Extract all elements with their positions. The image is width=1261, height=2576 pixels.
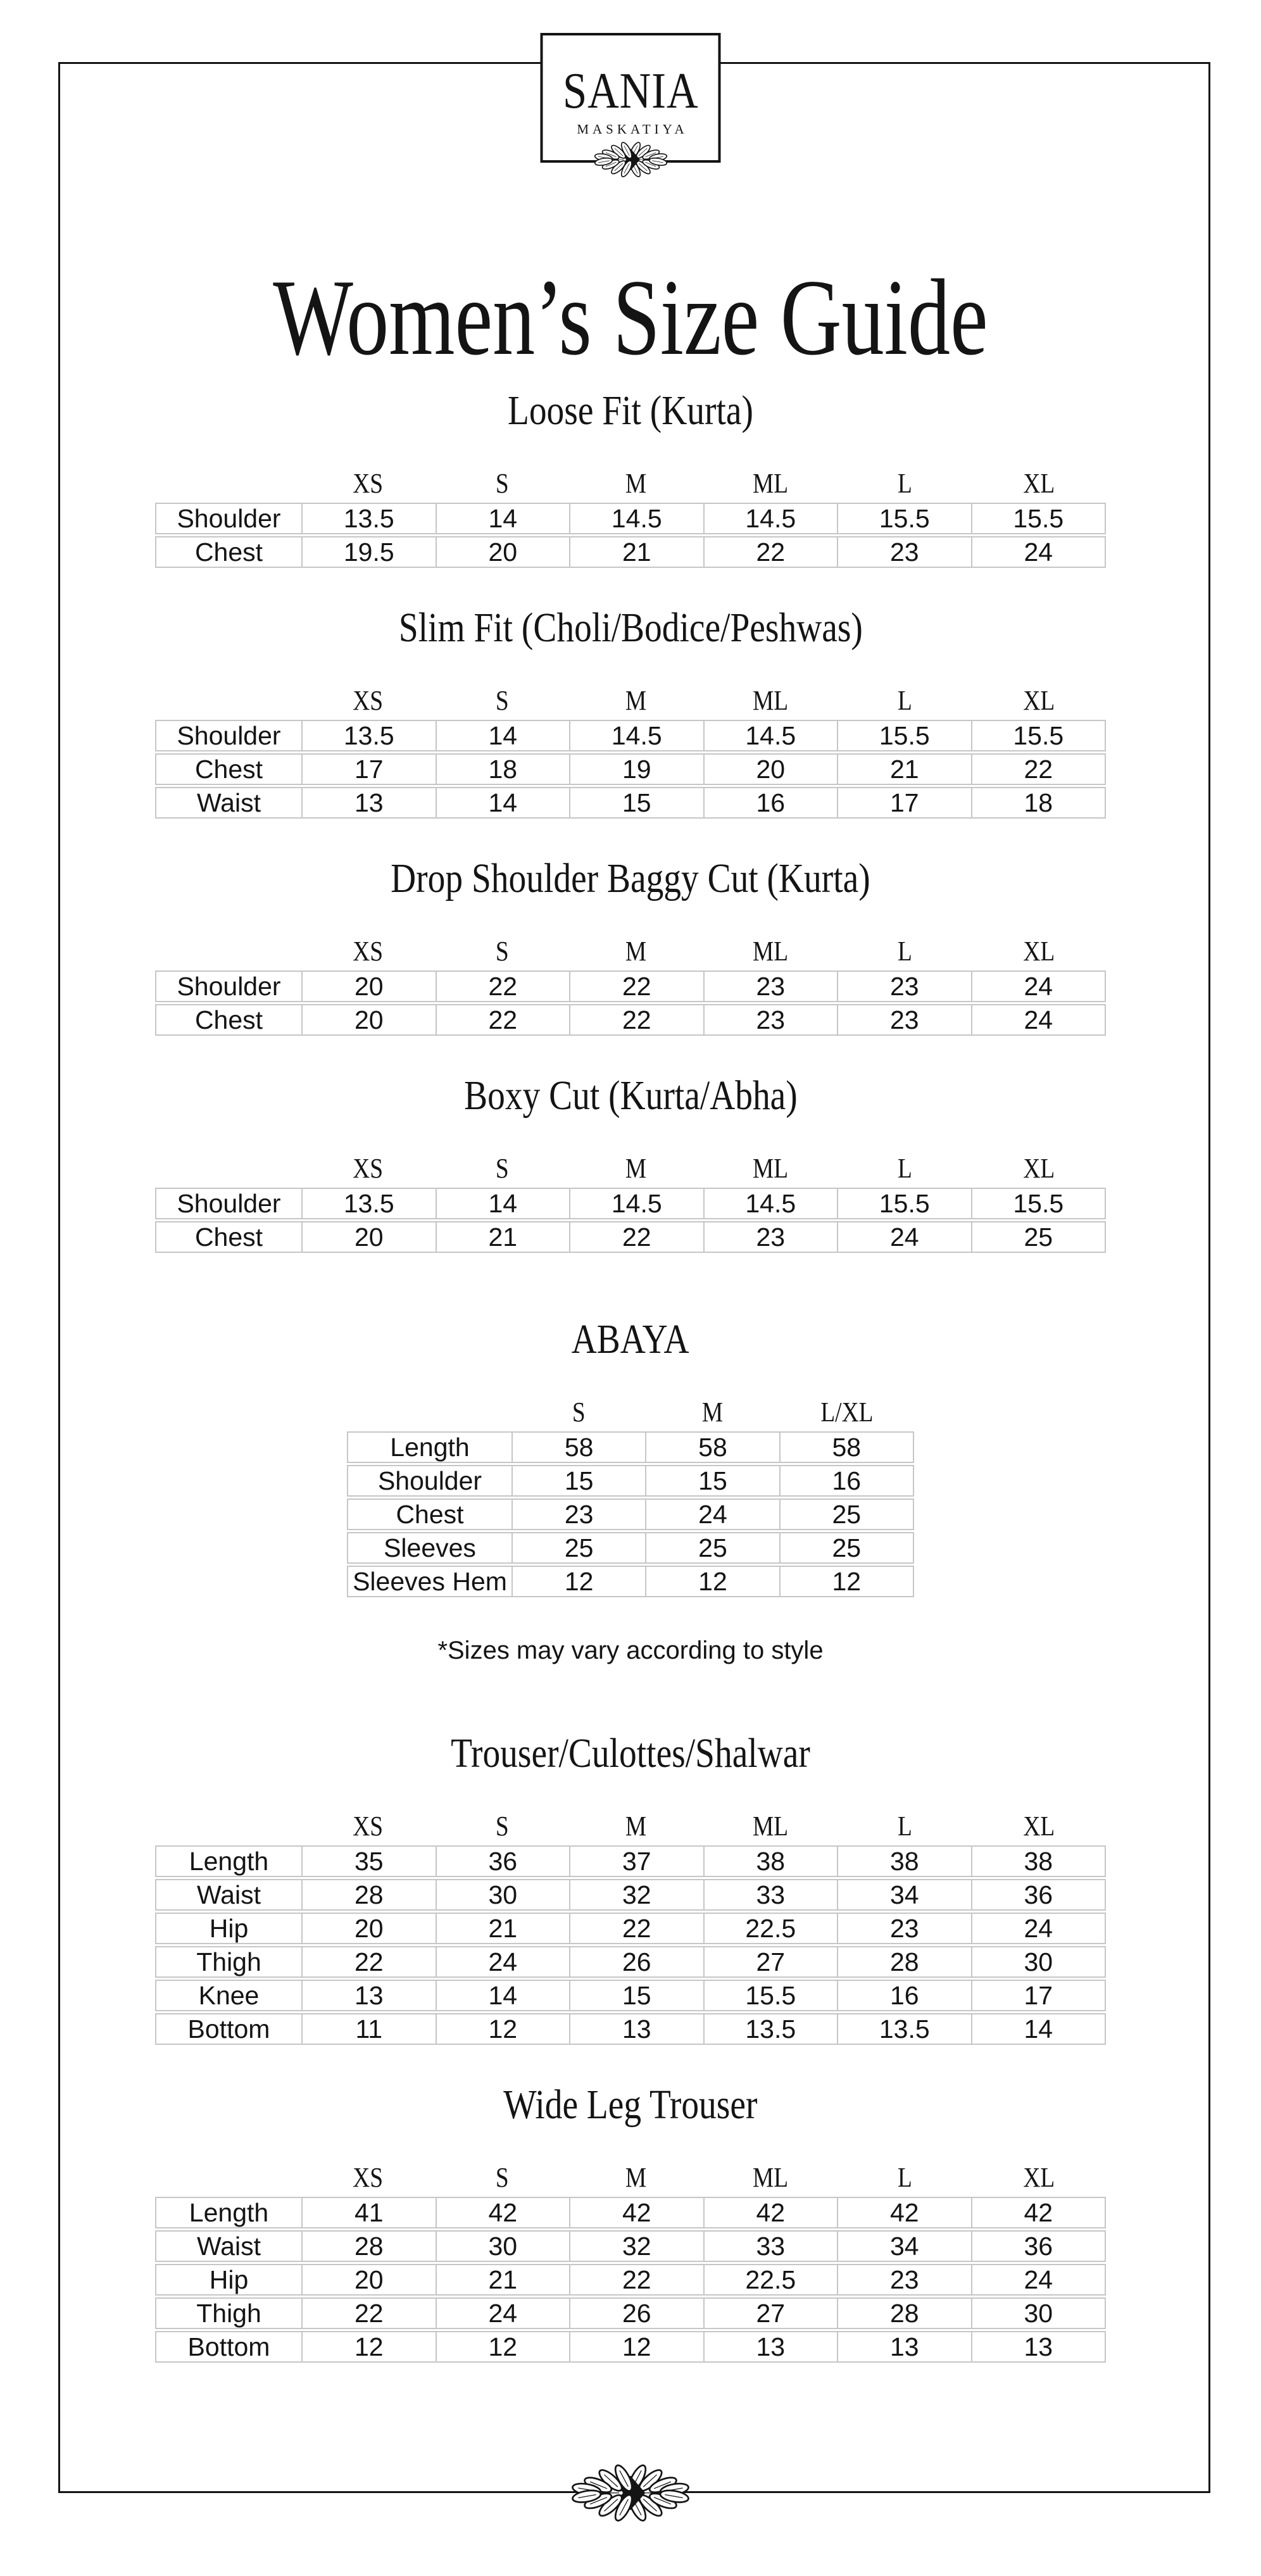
table-cell: 36: [971, 1880, 1105, 1909]
column-header-xs: XS: [353, 685, 383, 717]
table-cell: 21: [436, 1914, 570, 1943]
table-row-length: [155, 1845, 1106, 1877]
table-cell: 30: [971, 1947, 1105, 1976]
table-cell: 27: [703, 1947, 838, 1976]
column-header-s: S: [495, 936, 509, 967]
table-cell: 13: [569, 2014, 703, 2044]
table-cell: 22: [971, 755, 1105, 784]
table-cell: 24: [971, 2265, 1105, 2294]
table-row-waist: [155, 2230, 1106, 2262]
section-title: ABAYA: [572, 1316, 689, 1363]
table-cell: 20: [301, 2265, 436, 2294]
table-cell: 37: [569, 1847, 703, 1876]
row-label: Chest: [396, 1500, 464, 1529]
table-cell: 58: [645, 1433, 779, 1462]
size-columns-header: [155, 684, 1106, 717]
column-header-xl: XL: [1023, 2162, 1055, 2194]
table-cell: 22: [569, 1222, 703, 1252]
table-cell: 23: [703, 1222, 838, 1252]
table-cell: 15: [645, 1466, 779, 1495]
size-columns-header: [347, 1396, 914, 1428]
table-cell: 33: [703, 2232, 838, 2261]
laurel-ornament-icon: [562, 2463, 699, 2523]
table-cell: 33: [703, 1880, 838, 1909]
table-cell: 12: [645, 1567, 779, 1596]
table-cell: 23: [703, 972, 838, 1001]
table-cell: 15.5: [837, 1189, 971, 1218]
column-header-l: L: [897, 468, 912, 499]
table-cell: 25: [511, 1533, 645, 1562]
column-header-s: S: [495, 1811, 509, 1842]
row-label: Chest: [194, 1005, 263, 1034]
table-row-chest: [347, 1498, 914, 1530]
column-header-l: L: [897, 1811, 912, 1842]
table-cell: 14.5: [569, 1189, 703, 1218]
table-cell: 21: [436, 1222, 570, 1252]
table-cell: 38: [703, 1847, 838, 1876]
section-trouser-culottes-shalwar: [0, 1730, 1261, 2045]
column-header-ml: ML: [752, 1811, 789, 1842]
column-header-m: M: [625, 468, 647, 499]
table-cell: 24: [971, 972, 1105, 1001]
table-cell: 23: [837, 1914, 971, 1943]
column-header-xs: XS: [353, 1153, 383, 1184]
row-label: Sleeves: [384, 1533, 476, 1562]
table-cell: 22: [436, 972, 570, 1001]
section-title: Boxy Cut (Kurta/Abha): [463, 1072, 798, 1119]
row-label: Length: [189, 2198, 269, 2227]
table-cell: 38: [971, 1847, 1105, 1876]
size-columns-header: [155, 935, 1106, 967]
table-row-shoulder: [155, 503, 1106, 534]
table-cell: 22: [436, 1005, 570, 1034]
table-cell: 24: [645, 1500, 779, 1529]
row-label: Length: [189, 1847, 269, 1876]
table-cell: 15.5: [971, 1189, 1105, 1218]
table-row-shoulder: [347, 1465, 914, 1497]
table-cell: 13.5: [301, 504, 436, 533]
table-cell: 30: [436, 2232, 570, 2261]
table-row-bottom: [155, 2331, 1106, 2363]
size-table-slim-fit-choli-bodice-peshwas: [155, 720, 1106, 819]
table-cell: 42: [837, 2198, 971, 2227]
table-cell: 22: [569, 972, 703, 1001]
table-cell: 27: [703, 2299, 838, 2328]
table-cell: 14.5: [569, 504, 703, 533]
size-table-abaya: [347, 1431, 914, 1597]
table-cell: 15.5: [837, 721, 971, 750]
table-cell: 18: [971, 788, 1105, 817]
table-cell: 15.5: [971, 504, 1105, 533]
table-row-shoulder: [155, 971, 1106, 1002]
size-columns-header: [155, 1152, 1106, 1184]
table-cell: 16: [703, 788, 838, 817]
size-table-wide-leg-trouser: [155, 2197, 1106, 2363]
table-cell: 18: [436, 755, 570, 784]
column-header-xs: XS: [353, 468, 383, 499]
table-cell: 20: [301, 1005, 436, 1034]
table-cell: 35: [301, 1847, 436, 1876]
size-table-loose-fit-kurta: [155, 503, 1106, 568]
table-cell: 26: [569, 1947, 703, 1976]
table-cell: 38: [837, 1847, 971, 1876]
row-label: Hip: [209, 2265, 249, 2294]
table-cell: 13: [971, 2332, 1105, 2361]
column-header-m: M: [625, 1153, 647, 1184]
table-cell: 12: [779, 1567, 913, 1596]
table-cell: 28: [837, 2299, 971, 2328]
table-cell: 25: [779, 1533, 913, 1562]
table-cell: 24: [436, 2299, 570, 2328]
row-label: Thigh: [196, 2299, 261, 2328]
column-header-xl: XL: [1023, 685, 1055, 717]
table-cell: 17: [301, 755, 436, 784]
table-cell: 15.5: [837, 504, 971, 533]
table-cell: 22: [569, 1914, 703, 1943]
table-cell: 12: [301, 2332, 436, 2361]
table-row-length: [155, 2197, 1106, 2228]
column-header-l: L: [897, 1153, 912, 1184]
table-cell: 13.5: [301, 1189, 436, 1218]
size-columns-header: [155, 1810, 1106, 1842]
table-row-hip: [155, 2264, 1106, 2296]
table-cell: 14: [436, 788, 570, 817]
table-cell: 22: [301, 1947, 436, 1976]
row-label: Waist: [197, 2232, 261, 2261]
table-cell: 24: [837, 1222, 971, 1252]
section-abaya: [0, 1316, 1261, 1665]
row-label: Chest: [194, 755, 263, 784]
table-cell: 15: [569, 788, 703, 817]
column-header-m: M: [625, 1811, 647, 1842]
table-cell: 17: [971, 1981, 1105, 2010]
table-cell: 42: [569, 2198, 703, 2227]
column-header-ml: ML: [752, 936, 789, 967]
column-header-xl: XL: [1023, 1811, 1055, 1842]
table-row-waist: [155, 787, 1106, 819]
table-row-chest: [155, 1221, 1106, 1253]
row-label: Waist: [197, 1880, 261, 1909]
column-header-s: S: [495, 468, 509, 499]
column-header-xs: XS: [353, 1811, 383, 1842]
table-row-chest: [155, 1004, 1106, 1036]
row-label: Hip: [209, 1914, 249, 1943]
section-wide-leg-trouser: [0, 2084, 1261, 2363]
column-header-m: M: [625, 936, 647, 967]
table-cell: 13.5: [837, 2014, 971, 2044]
column-header-xs: XS: [353, 936, 383, 967]
row-label: Shoulder: [177, 972, 281, 1001]
brand-name: SANIA: [562, 63, 699, 119]
table-cell: 14: [436, 1189, 570, 1218]
table-cell: 32: [569, 2232, 703, 2261]
row-label: Bottom: [187, 2014, 270, 2044]
table-cell: 23: [703, 1005, 838, 1034]
column-header-s: S: [495, 685, 509, 717]
table-cell: 12: [569, 2332, 703, 2361]
table-cell: 14: [436, 504, 570, 533]
column-header-ml: ML: [752, 2162, 789, 2194]
table-row-thigh: [155, 1946, 1106, 1978]
size-columns-header: [155, 2161, 1106, 2194]
table-cell: 13: [837, 2332, 971, 2361]
section-loose-fit-kurta: [0, 387, 1261, 568]
table-row-sleeves-hem: [347, 1566, 914, 1597]
table-cell: 15.5: [703, 1981, 838, 2010]
table-cell: 13.5: [703, 2014, 838, 2044]
table-cell: 17: [837, 788, 971, 817]
column-header-xl: XL: [1023, 936, 1055, 967]
row-label: Waist: [197, 788, 261, 817]
section-title: Trouser/Culottes/Shalwar: [451, 1730, 810, 1777]
table-cell: 14: [436, 1981, 570, 2010]
table-cell: 36: [436, 1847, 570, 1876]
column-header-l: L: [897, 936, 912, 967]
section-title: Wide Leg Trouser: [503, 2082, 758, 2128]
table-cell: 14.5: [569, 721, 703, 750]
table-cell: 20: [301, 972, 436, 1001]
table-cell: 14: [971, 2014, 1105, 2044]
table-cell: 23: [837, 1005, 971, 1034]
table-cell: 28: [301, 2232, 436, 2261]
row-label: Chest: [194, 1222, 263, 1252]
table-cell: 23: [511, 1500, 645, 1529]
row-label: Sleeves Hem: [353, 1567, 507, 1596]
row-label: Shoulder: [177, 1189, 281, 1218]
table-cell: 25: [971, 1222, 1105, 1252]
table-row-thigh: [155, 2297, 1106, 2329]
table-cell: 20: [703, 755, 838, 784]
table-row-hip: [155, 1913, 1106, 1944]
table-cell: 58: [779, 1433, 913, 1462]
row-label: Thigh: [196, 1947, 261, 1976]
column-header-l: L: [897, 685, 912, 717]
table-cell: 28: [837, 1947, 971, 1976]
table-cell: 12: [436, 2332, 570, 2361]
section-drop-shoulder-baggy-cut-kurta: [0, 855, 1261, 1036]
page-title: Women’s Size Guide: [273, 258, 988, 378]
section-boxy-cut-kurta-abha: [0, 1072, 1261, 1253]
laurel-ornament-icon: [588, 141, 673, 178]
column-header-ml: ML: [752, 1153, 789, 1184]
section-title: Loose Fit (Kurta): [507, 387, 754, 434]
column-header-xl: XL: [1023, 468, 1055, 499]
column-header-l-xl: L/XL: [820, 1397, 874, 1428]
brand-logo: [541, 33, 721, 163]
row-label: Length: [390, 1433, 470, 1462]
table-cell: 20: [301, 1222, 436, 1252]
size-table-boxy-cut-kurta-abha: [155, 1188, 1106, 1253]
table-cell: 23: [837, 972, 971, 1001]
column-header-m: M: [702, 1397, 724, 1428]
table-cell: 12: [436, 2014, 570, 2044]
column-header-xs: XS: [353, 2162, 383, 2194]
table-cell: 19: [569, 755, 703, 784]
table-row-knee: [155, 1980, 1106, 2011]
column-header-s: S: [572, 1397, 586, 1428]
column-header-s: S: [495, 1153, 509, 1184]
row-label: Shoulder: [177, 721, 281, 750]
table-cell: 26: [569, 2299, 703, 2328]
table-cell: 24: [971, 1005, 1105, 1034]
table-cell: 41: [301, 2198, 436, 2227]
column-header-s: S: [495, 2162, 509, 2194]
table-cell: 23: [837, 537, 971, 567]
table-cell: 42: [971, 2198, 1105, 2227]
table-cell: 24: [971, 537, 1105, 567]
column-header-l: L: [897, 2162, 912, 2194]
table-cell: 30: [971, 2299, 1105, 2328]
table-cell: 12: [511, 1567, 645, 1596]
section-slim-fit-choli-bodice-peshwas: [0, 607, 1261, 819]
table-row-shoulder: [155, 720, 1106, 751]
table-cell: 21: [837, 755, 971, 784]
table-row-bottom: [155, 2013, 1106, 2045]
table-cell: 22: [703, 537, 838, 567]
table-row-waist: [155, 1879, 1106, 1911]
table-cell: 24: [971, 1914, 1105, 1943]
table-cell: 14: [436, 721, 570, 750]
table-cell: 21: [569, 537, 703, 567]
size-table-trouser-culottes-shalwar: [155, 1845, 1106, 2045]
table-row-chest: [155, 536, 1106, 568]
table-cell: 22.5: [703, 2265, 838, 2294]
table-cell: 22: [569, 1005, 703, 1034]
table-cell: 13: [301, 1981, 436, 2010]
column-header-m: M: [625, 685, 647, 717]
table-cell: 34: [837, 2232, 971, 2261]
table-cell: 14.5: [703, 721, 838, 750]
table-row-sleeves: [347, 1532, 914, 1564]
table-row-length: [347, 1431, 914, 1463]
table-cell: 13: [301, 788, 436, 817]
row-label: Knee: [198, 1981, 260, 2010]
section-title: Drop Shoulder Baggy Cut (Kurta): [391, 855, 870, 902]
table-cell: 23: [837, 2265, 971, 2294]
sizes-vary-note: *Sizes may vary according to style: [437, 1637, 824, 1665]
table-cell: 42: [436, 2198, 570, 2227]
table-cell: 15: [511, 1466, 645, 1495]
column-header-ml: ML: [752, 685, 789, 717]
table-cell: 13.5: [301, 721, 436, 750]
size-columns-header: [155, 467, 1106, 499]
table-cell: 42: [703, 2198, 838, 2227]
column-header-m: M: [625, 2162, 647, 2194]
table-row-shoulder: [155, 1188, 1106, 1219]
table-cell: 20: [301, 1914, 436, 1943]
table-cell: 28: [301, 1880, 436, 1909]
table-cell: 25: [645, 1533, 779, 1562]
table-cell: 22: [301, 2299, 436, 2328]
table-cell: 15.5: [971, 721, 1105, 750]
table-cell: 58: [511, 1433, 645, 1462]
row-label: Bottom: [187, 2332, 270, 2361]
table-cell: 22: [569, 2265, 703, 2294]
table-cell: 36: [971, 2232, 1105, 2261]
table-cell: 13: [703, 2332, 838, 2361]
table-cell: 25: [779, 1500, 913, 1529]
row-label: Shoulder: [177, 504, 281, 533]
table-cell: 22.5: [703, 1914, 838, 1943]
table-cell: 20: [436, 537, 570, 567]
table-cell: 15: [569, 1981, 703, 2010]
brand-subname: MASKATIYA: [577, 122, 688, 137]
table-cell: 16: [779, 1466, 913, 1495]
size-table-drop-shoulder-baggy-cut-kurta: [155, 971, 1106, 1036]
table-cell: 24: [436, 1947, 570, 1976]
table-cell: 34: [837, 1880, 971, 1909]
section-title: Slim Fit (Choli/Bodice/Peshwas): [398, 605, 863, 651]
table-cell: 16: [837, 1981, 971, 2010]
row-label: Chest: [194, 537, 263, 567]
table-cell: 30: [436, 1880, 570, 1909]
table-row-chest: [155, 753, 1106, 785]
table-cell: 19.5: [301, 537, 436, 567]
column-header-ml: ML: [752, 468, 789, 499]
table-cell: 32: [569, 1880, 703, 1909]
row-label: Shoulder: [377, 1466, 482, 1495]
table-cell: 11: [301, 2014, 436, 2044]
sections-container: [0, 387, 1261, 2363]
column-header-xl: XL: [1023, 1153, 1055, 1184]
table-cell: 14.5: [703, 1189, 838, 1218]
table-cell: 14.5: [703, 504, 838, 533]
table-cell: 21: [436, 2265, 570, 2294]
